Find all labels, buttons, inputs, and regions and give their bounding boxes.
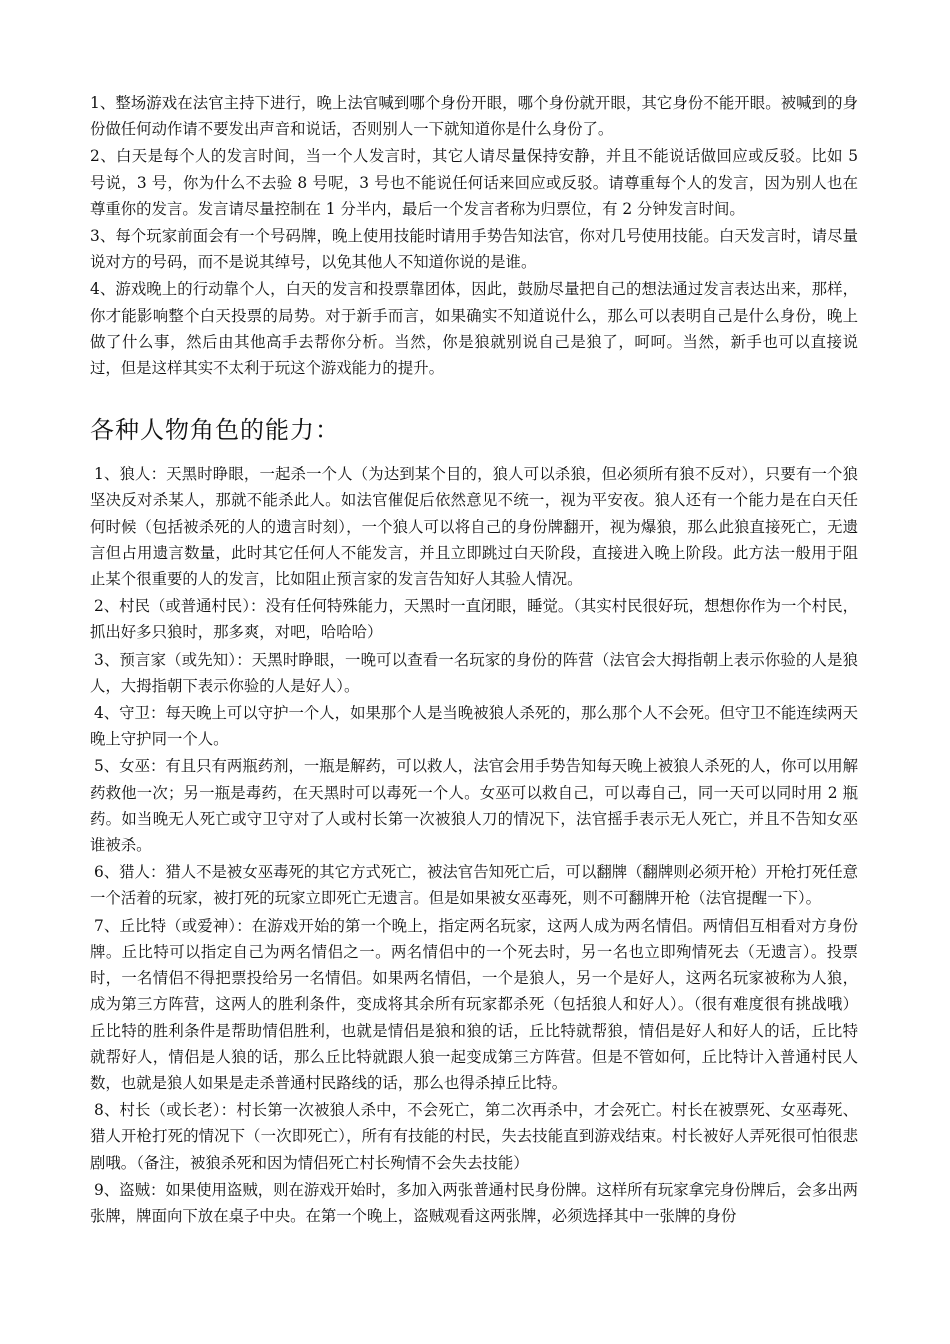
rule-paragraph-3: 3、每个玩家前面会有一个号码牌，晚上使用技能时请用手势告知法官，你对几号使用技能。白天发言时，请尽量说对方的号码，而不是说其绰号，以免其他人不知道你说的是谁。 [90,227,858,272]
role-cupid: 7、丘比特（或爱神）：在游戏开始的第一个晚上，指定两名玩家，这两人成为两名情侣。两情侣互相看对方身份牌。丘比特可以指定自己为两名情侣之一。两名情侣中的一个死去时，另一名也立即殉情死去（无遗言）。投票时，一名情侣不得把票投给另一名情侣。如果两名情侣，一个是狼人，另一个是好人，这两名玩家被称为人狼，成为第三方阵营，这两人的胜利条件，变成将其余所有玩家都杀死（包括狼人和好人）。（很有难度很有挑战哦）丘比特的胜利条件是帮助情侣胜利，也就是情侣是狼和狼的话，丘比特就帮狼，情侣是好人和好人的话，丘比特就帮好人，情侣是人狼的话，那么丘比特就跟人狼一起变成第三方阵营。但是不管如何，丘比特计入普通村民人数，也就是狼人如果是走杀普通村民路线的话，那么也得杀掉丘比特。 [90,916,858,1092]
role-elder: 8、村长（或长老）：村长第一次被狼人杀中，不会死亡，第二次再杀中，才会死亡。村长在被票死、女巫毒死、猎人开枪打死的情况下（一次即死亡），所有有技能的村民，失去技能直到游戏结束。村长被好人弄死很可怕很悲剧哦。（备注，被狼杀死和因为情侣死亡村长殉情不会失去技能） [90,1101,858,1172]
roles-section [90,461,858,1229]
roles-heading: 各种人物角色的能力： [90,416,340,445]
role-witch: 5、女巫：有且只有两瓶药剂，一瓶是解药，可以救人，法官会用手势告知每天晚上被狼人杀死的人，你可以用解药救他一次；另一瓶是毒药，在天黑时可以毒死一个人。女巫可以救自己，可以毒自己，同一天可以同时用 2 瓶药。如当晚无人死亡或守卫守对了人或村长第一次被狼人刀的情况下，法官摇手表示无人死亡，并且不告知女巫谁被杀。 [90,757,858,855]
rules-section [90,90,858,381]
role-villager: 2、村民（或普通村民）：没有任何特殊能力，天黑时一直闭眼，睡觉。（其实村民很好玩，想想你作为一个村民，抓出好多只狼时，那多爽，对吧，哈哈哈） [90,597,858,642]
role-werewolf: 1、狼人：天黑时睁眼，一起杀一个人（为达到某个目的，狼人可以杀狼，但必须所有狼不反对），只要有一个狼坚决反对杀某人，那就不能杀此人。如法官催促后依然意见不统一，视为平安夜。狼人还有一个能力是在白天任何时候（包括被杀死的人的遗言时刻），一个狼人可以将自己的身份牌翻开，视为爆狼，那么此狼直接死亡，无遗言但占用遗言数量，此时其它任何人不能发言，并且立即跳过白天阶段，直接进入晚上阶段。此方法一般用于阻止某个很重要的人的发言，比如阻止预言家的发言告知好人其验人情况。 [90,465,858,589]
rule-paragraph-2: 2、白天是每个人的发言时间，当一个人发言时，其它人请尽量保持安静，并且不能说话做回应或反驳。比如 5 号说，3 号，你为什么不去验 8 号呢，3 号也不能说任何话来回应或反驳。请尊重每个人的发言，因为别人也在尊重你的发言。发言请尽量控制在 1 分半内，最后一个发言者称为归票位，有 2 分钟发言时间。 [90,147,858,218]
rule-paragraph-4: 4、游戏晚上的行动靠个人，白天的发言和投票靠团体，因此，鼓励尽量把自己的想法通过发言表达出来，那样，你才能影响整个白天投票的局势。对于新手而言，如果确实不知道说什么，那么可以表明自己是什么身份，晚上做了什么事，然后由其他高手去帮你分析。当然，你是狼就别说自己是狼了，呵呵。当然，新手也可以直接说过，但是这样其实不太利于玩这个游戏能力的提升。 [90,280,858,378]
document-page [90,90,858,1229]
rule-paragraph-1: 1、整场游戏在法官主持下进行，晚上法官喊到哪个身份开眼，哪个身份就开眼，其它身份不能开眼。被喊到的身份做任何动作请不要发出声音和说话，否则别人一下就知道你是什么身份了。 [90,94,858,139]
role-seer: 3、预言家（或先知）：天黑时睁眼，一晚可以查看一名玩家的身份的阵营（法官会大拇指朝上表示你验的人是狼人，大拇指朝下表示你验的人是好人）。 [90,650,858,695]
role-guard: 4、守卫：每天晚上可以守护一个人，如果那个人是当晚被狼人杀死的，那么那个人不会死。但守卫不能连续两天晚上守护同一个人。 [90,704,858,749]
role-thief: 9、盗贼：如果使用盗贼，则在游戏开始时，多加入两张普通村民身份牌。这样所有玩家拿完身份牌后，会多出两张牌，牌面向下放在桌子中央。在第一个晚上，盗贼观看这两张牌，必须选择其中一张牌的身份 [90,1180,858,1225]
role-hunter: 6、猎人：猎人不是被女巫毒死的其它方式死亡，被法官告知死亡后，可以翻牌（翻牌则必须开枪）开枪打死任意一个活着的玩家，被打死的玩家立即死亡无遗言。但是如果被女巫毒死，则不可翻牌开枪（法官提醒一下）。 [90,863,858,908]
